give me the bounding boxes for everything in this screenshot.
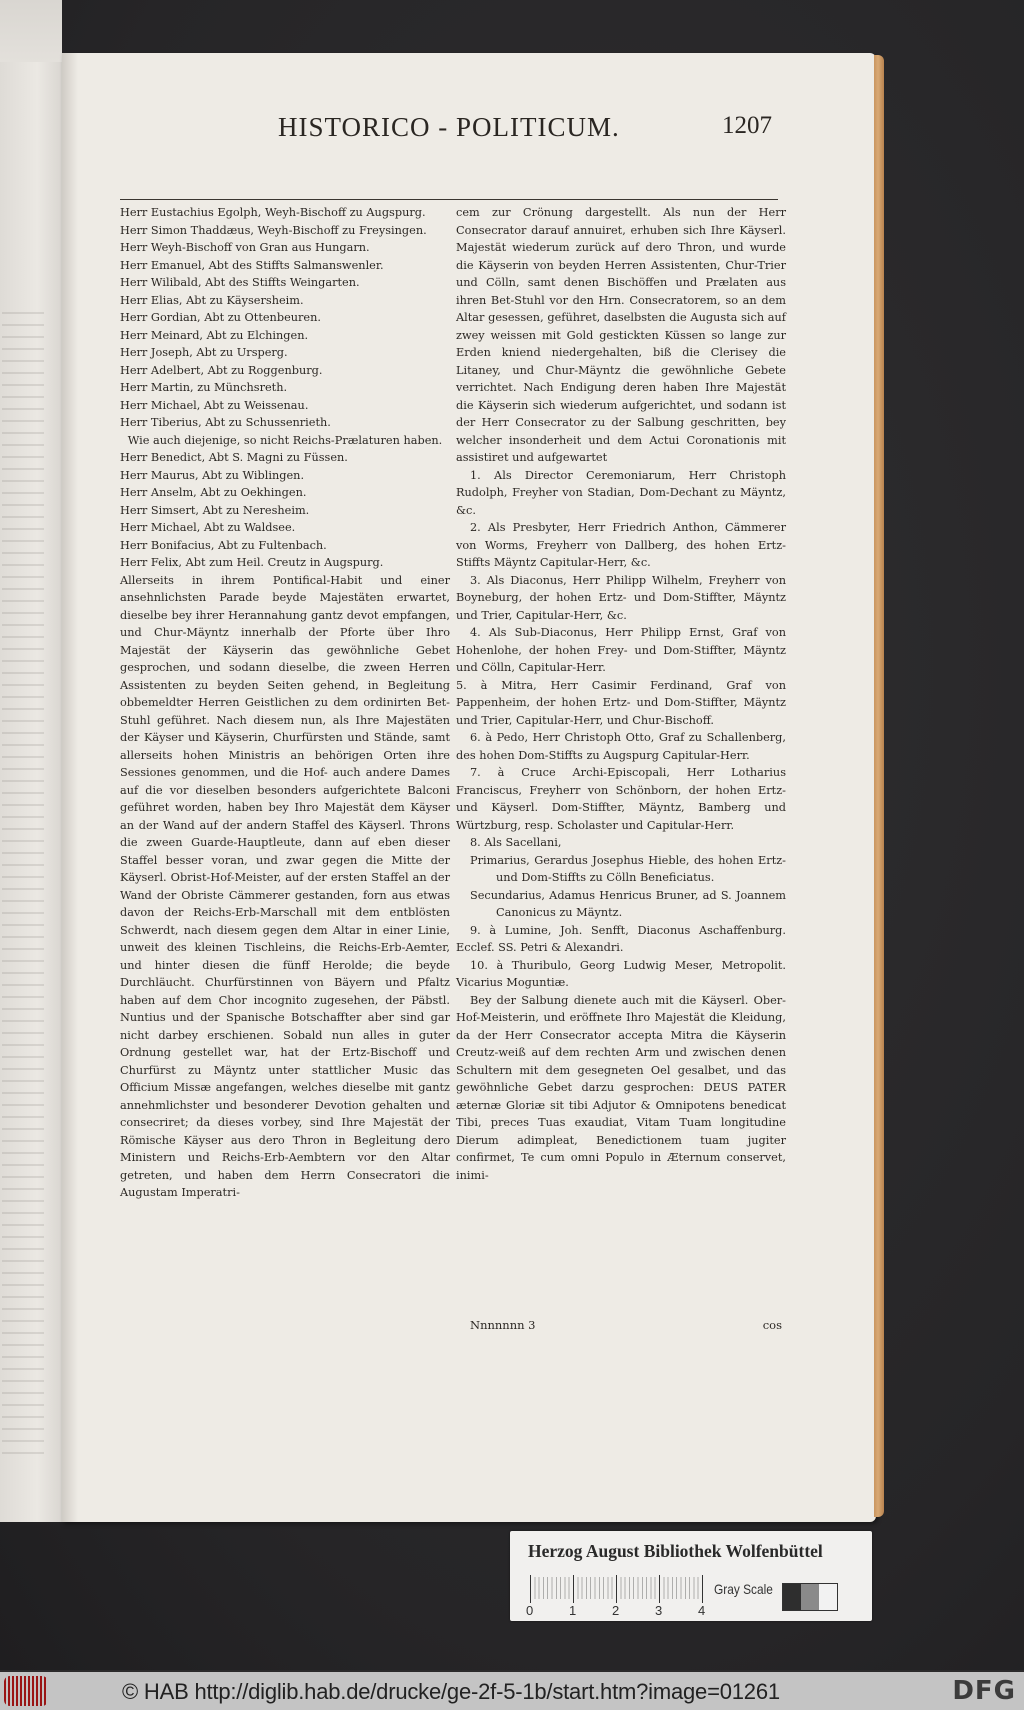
previous-page-bleed-text: [2, 312, 44, 1462]
color-scale-card: [510, 1531, 872, 1621]
paragraph: Herr Simon Thaddæus, Weyh-Bischoff zu Freysingen.: [120, 223, 427, 237]
paragraph: 10. à Thuribulo, Georg Ludwig Meser, Metropolit. Vicarius Moguntiæ.: [456, 958, 786, 989]
ruler-label: 1: [569, 1603, 577, 1618]
ruler-tick: [616, 1575, 617, 1603]
paragraph: cem zur Crönung dargestellt. Als nun der Herr Consecrator darauf annuiret, erhuben sich Ihre Käyserl. Majestät wiederum zurück auf dero Thron, und wurde die Käyserin von beyden Herren Assistenten, Chur-Trier und Cölln, samt denen Bischöffen und Prælaten aus ihren Bet-Stuhl vor den Hrn. Consecratorem, so an dem Altar gesessen, geführet, daselbsten die Augusta sich auf zwey weissen mit Gold gestickten Küssen so lange zur Erden kniend niedergehalten, biß die Clerisey die Litaney, und Chur-Mäyntz die gewöhnliche Gebete verrichtet. Nach Endigung deren haben Ihre Majestät die Käyserin sich wiederum aufgerichtet, und sodann ist der Herr Consecrator zu der Salbung geschritten, bey welcher insonderheit und dem Actui Coronationis mit assistiret und aufgewartet: [456, 206, 786, 464]
hab-logo-icon[interactable]: [4, 1676, 48, 1706]
paragraph: Herr Felix, Abt zum Heil. Creutz in Augspurg.: [120, 556, 384, 569]
previous-page-top: [0, 0, 62, 62]
signature-mark: Nnnnnnn 3: [470, 1318, 536, 1332]
paragraph: Herr Simsert, Abt zu Neresheim.: [120, 503, 310, 517]
paragraph: Herr Gordian, Abt zu Ottenbeuren.: [120, 311, 321, 324]
ruler-tick: [702, 1575, 703, 1603]
copyright-link[interactable]: © HAB http://diglib.hab.de/drucke/ge-2f-5-1b/start.htm?image=01261: [122, 1679, 780, 1704]
gray-scale-swatches: [782, 1583, 838, 1611]
gray-swatch-dark: [783, 1584, 801, 1610]
gray-swatch-mid: [801, 1584, 819, 1610]
paragraph: 8. Als Sacellani,: [470, 836, 562, 849]
ruler-label: 0: [526, 1603, 534, 1618]
paragraph: Herr Michael, Abt zu Weissenau.: [120, 398, 309, 412]
paragraph: Herr Bonifacius, Abt zu Fultenbach.: [120, 538, 327, 552]
header-rule: [120, 199, 778, 200]
previous-page-edge: [0, 62, 63, 1522]
paragraph: 5. à Mitra, Herr Casimir Ferdinand, Graf von Pappenheim, der hohen Ertz- und Dom-Stiffter, Mäyntz und Trier, Capitular-Herr, und Chur-Bischoff.: [456, 678, 786, 727]
library-name: Herzog August Bibliothek Wolfenbüttel: [528, 1541, 823, 1561]
gray-scale-label: Gray Scale: [714, 1581, 773, 1597]
paragraph: 1. Als Director Ceremoniarum, Herr Christoph Rudolph, Freyher von Stadian, Dom-Dechant zu Mäyntz, &c.: [456, 468, 786, 517]
paragraph: Wie auch diejenige, so nicht Reichs-Prælaturen haben.: [127, 433, 443, 447]
paragraph: Secundarius, Adamus Henricus Bruner, ad S. Joannem Canonicus zu Mäyntz.: [470, 888, 786, 919]
footer-bar: [0, 1672, 1024, 1710]
ruler-tick: [573, 1575, 574, 1603]
running-title: HISTORICO - POLITICUM.: [278, 112, 620, 142]
ruler-tick: [530, 1575, 531, 1603]
page-footer-line: [470, 1318, 782, 1336]
paragraph: 6. à Pedo, Herr Christoph Otto, Graf zu Schallenberg, des hohen Dom-Stiffts zu Augspurg Capitular-Herr.: [456, 731, 786, 762]
paragraph: Herr Tiberius, Abt zu Schussenrieth.: [120, 416, 331, 429]
paragraph: Herr Eustachius Egolph, Weyh-Bischoff zu Augspurg.: [120, 206, 426, 219]
paragraph: Herr Emanuel, Abt des Stiffts Salmanswenler.: [120, 258, 384, 272]
paragraph: Herr Anselm, Abt zu Oekhingen.: [120, 486, 307, 499]
dfg-logo[interactable]: DFG: [952, 1676, 1016, 1706]
left-column: [120, 204, 450, 1202]
page-number: 1207: [722, 112, 772, 139]
paragraph: Herr Maurus, Abt zu Wiblingen.: [120, 468, 305, 482]
page-gutter-shadow: [62, 53, 78, 1522]
paragraph: Herr Adelbert, Abt zu Roggenburg.: [120, 363, 323, 377]
paragraph: Herr Benedict, Abt S. Magni zu Füssen.: [120, 451, 348, 464]
paragraph: Herr Elias, Abt zu Käysersheim.: [120, 293, 304, 307]
paragraph: Herr Michael, Abt zu Waldsee.: [120, 521, 296, 534]
paragraph: Primarius, Gerardus Josephus Hieble, des hohen Ertz- und Dom-Stiffts zu Cölln Beneficiatus.: [470, 853, 786, 884]
ruler-label: 2: [612, 1603, 620, 1618]
paragraph: 9. à Lumine, Joh. Senfft, Diaconus Aschaffenburg. Ecclef. SS. Petri & Alexandri.: [456, 923, 786, 954]
page-fore-edge: [874, 55, 884, 1517]
right-column: [456, 204, 786, 1184]
paragraph: Herr Wilibald, Abt des Stiffts Weingarten.: [120, 276, 360, 289]
ruler-label: 4: [698, 1603, 706, 1618]
paragraph: 7. à Cruce Archi-Episcopali, Herr Lotharius Franciscus, Freyherr von Schönborn, der hohen Ertz- und Käyserl. Dom-Stiffter, Mäyntz, Bamberg und Würtzburg, resp. Scholaster und Capitular-Herr.: [456, 766, 786, 832]
paragraph: Herr Martin, zu Münchsreth.: [120, 381, 288, 394]
running-head: [190, 110, 780, 148]
ruler-tick: [659, 1575, 660, 1603]
catchword: cos: [762, 1318, 782, 1332]
ruler-label: 3: [655, 1603, 663, 1618]
paragraph: Allerseits in ihrem Pontifical-Habit und einer ansehnlichsten Parade beyde Majestäten erwartet, dieselbe bey ihrer Herannahung gantz devot empfangen, und Chur-Mäyntz innerhalb der Pforte über Ihro Majestät der Käyserin das gewöhnliche Gebet gesprochen, und sodann dieselbe, die zween Herren Assistenten zu beyden Seiten gehend, in Begleitung obbemeldter Herren Geistlichen zu dem ordinirten Bet-Stuhl geführet. Nach diesem nun, als Ihre Majestäten der Käyser und Käyserin, Churfürsten und Stände, samt allerseits hohen Ministris an behörigen Orten ihre Sessiones genommen, und die Hof- auch andere Dames auf die vor dieselben besonders aufgerichtete Balconi geführet worden, haben bey Ihro Majestät dem Käyser an der Wand auf der andern Staffel des Käyserl. Throns die zween Guarde-Hauptleute, dann auf eben dieser Staffel besser voran, und zwar gegen die Mitte der Käyserl. Obrist-Hof-Meister, auf der ersten Staffel an der Wand der Obriste Cämmerer gestanden, forn aus etwas davon der Reichs-Erb-Marschall mit dem entblösten Schwerdt, nach diesem gegen dem Altar in einer Linie, unweit des kleinen Tischleins, die Reichs-Erb-Aemter, und hinter diesen die fünff Herolde; die beyde Durchläucht. Churfürstinnen von Bäyern und Pfaltz haben auf dem Chor incognito zugesehen, der Päbstl. Nuntius und der Spanische Botschaffter aber sind gar nicht darbey erschienen. Sobald nun alles in guter Ordnung gestellet war, hat der Ertz-Bischoff und Churfürst zu Mäyntz unter stattlicher Music das Officium Missæ angefangen, welches dieselbe mit gantz annehmlichster und besonderer Devotion gehalten und consecriret; da dieses vorbey, sind Ihre Majestät der Römische Käyser aus dero Thron in Begleitung dero Ministern und Reichs-Erb-Aembtern vor den Altar getreten, und haben dem Herrn Consecratori die Augustam Imperatri-: [120, 573, 450, 1199]
paragraph: Bey der Salbung dienete auch mit die Käyserl. Ober-Hof-Meisterin, und eröffnete Ihro Majestät die Kleidung, da der Herr Consecrator accepta Mitra die Käyserin Creutz-weiß auf dem rechten Arm und zwischen denen Schultern mit dem gesegneten Oel gesalbet, und das gewöhnliche Gebet darzu gesprochen: DEUS PATER æternæ Gloriæ sit tibi Adjutor & Omnipotens benedicat Tibi, preces Tuas exaudiat, Vitam Tuam longitudine Dierum adimpleat, Benedictionem tuam jugiter confirmet, Te cum omni Populo in Æternum conservet, inimi-: [456, 993, 786, 1182]
paragraph: 2. Als Presbyter, Herr Friedrich Anthon, Cämmerer von Worms, Freyherr von Dallberg, des hohen Ertz-Stiffts Mäyntz Capitular-Herr, &c.: [456, 521, 786, 569]
paragraph: Herr Weyh-Bischoff von Gran aus Hungarn.: [120, 241, 370, 254]
paragraph: 4. Als Sub-Diaconus, Herr Philipp Ernst, Graf von Hohenlohe, der hohen Frey- und Dom-Stiffter, Mäyntz und Cölln, Capitular-Herr.: [456, 626, 786, 674]
paragraph: Herr Joseph, Abt zu Ursperg.: [120, 346, 288, 359]
gray-swatch-light: [819, 1584, 837, 1610]
paragraph: 3. Als Diaconus, Herr Philipp Wilhelm, Freyherr von Boyneburg, der hohen Ertz- und Dom-Stiffter, Mäyntz und Trier, Capitular-Herr, &c.: [456, 573, 786, 622]
paragraph: Herr Meinard, Abt zu Elchingen.: [120, 328, 309, 342]
